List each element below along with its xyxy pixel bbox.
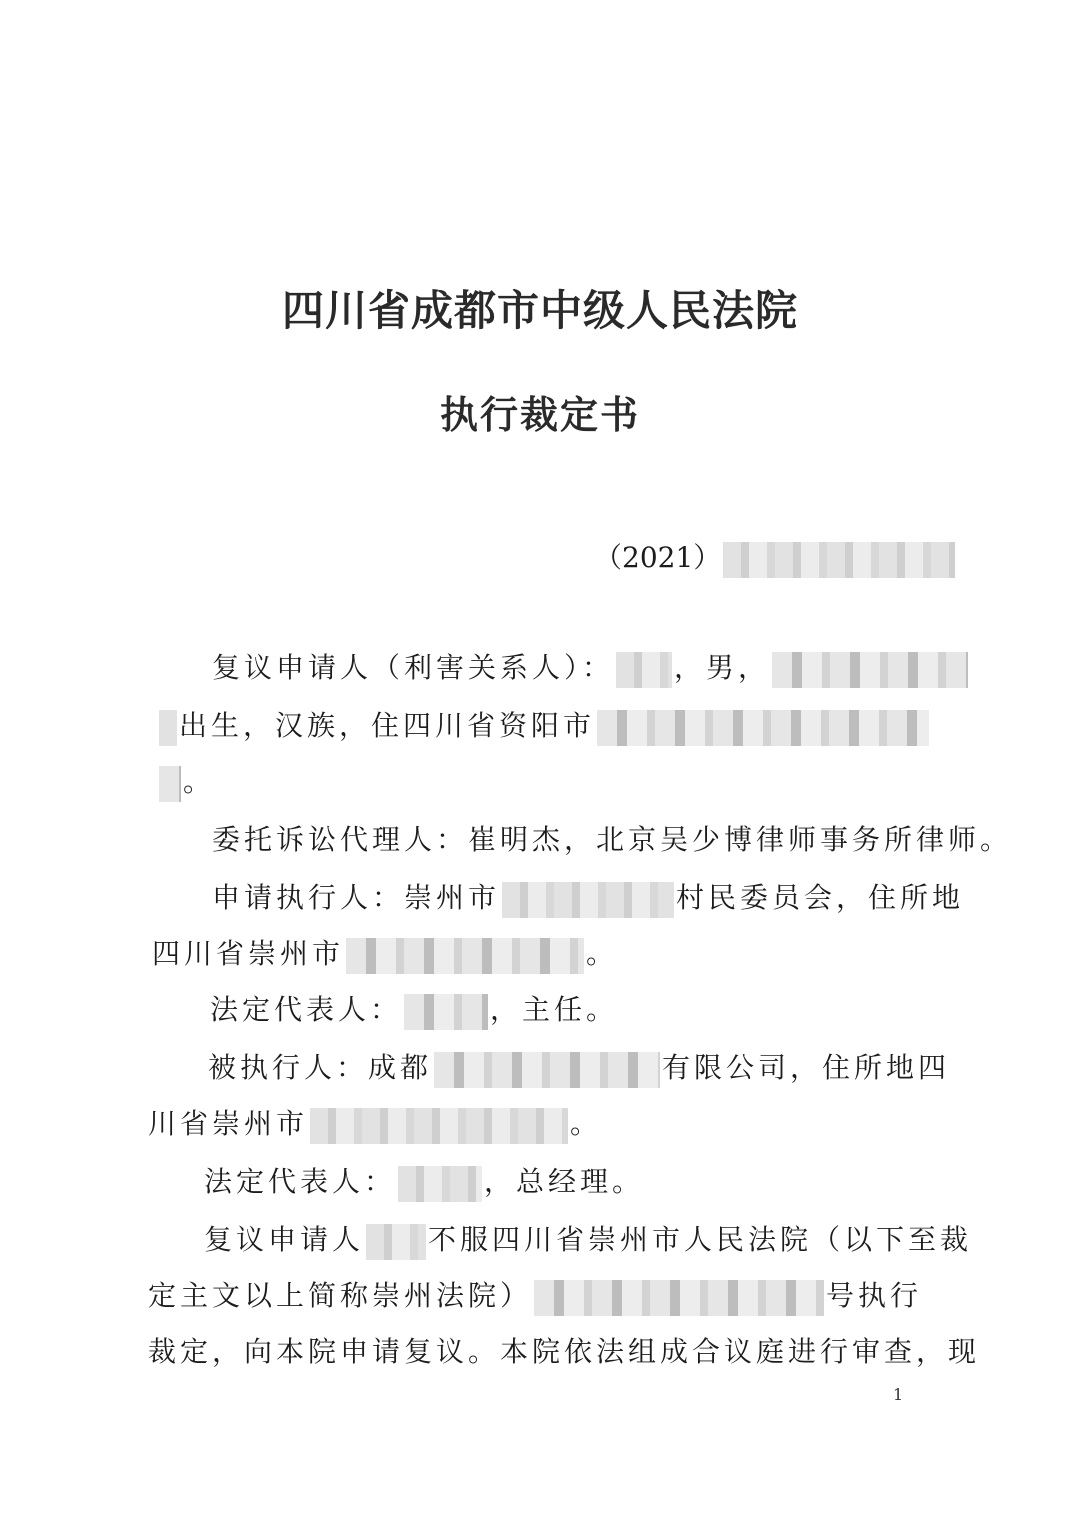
paragraph-line	[148, 1104, 602, 1144]
text: 出生，汉族，住四川省资阳市	[179, 709, 596, 742]
redaction	[772, 652, 968, 688]
redaction	[346, 938, 584, 974]
text: 被执行人：成都	[208, 1051, 433, 1084]
paragraph-line	[210, 990, 618, 1030]
text: 法定代表人：	[204, 1165, 397, 1198]
paragraph-line: 裁定，向本院申请复议。本院依法组成合议庭进行审查，现	[148, 1335, 981, 1368]
redaction	[534, 1280, 824, 1316]
text: 村民委员会，住所地	[676, 881, 965, 914]
case-number-year: （2021）	[594, 541, 722, 574]
text: 。	[570, 1107, 603, 1140]
text: 。	[586, 937, 619, 970]
text: 定主文以上简称崇州法院）	[148, 1279, 533, 1312]
text: 四川省崇州市	[152, 937, 345, 970]
text: 号执行	[826, 1279, 923, 1312]
text: 申请执行人：崇州市	[212, 881, 501, 914]
text: 复议申请人	[204, 1223, 365, 1256]
paragraph-line	[157, 706, 931, 746]
redaction	[723, 542, 955, 578]
paragraph-line	[204, 1220, 972, 1260]
redaction	[502, 882, 674, 918]
text: 川省崇州市	[148, 1107, 309, 1140]
redaction	[434, 1052, 660, 1088]
text: ，男，	[674, 651, 771, 684]
text: 不服四川省崇州市人民法院（以下至裁	[428, 1223, 973, 1256]
redaction	[366, 1224, 426, 1260]
redaction	[616, 652, 672, 688]
text: 有限公司，住所地四	[662, 1051, 951, 1084]
text: ，总经理。	[484, 1165, 645, 1198]
paragraph-line	[148, 1276, 922, 1316]
case-number	[594, 538, 957, 578]
paragraph-line	[152, 934, 618, 974]
paragraph-line	[212, 878, 964, 918]
paragraph-line	[204, 1162, 644, 1202]
paragraph-line	[157, 762, 215, 802]
redaction	[404, 994, 488, 1030]
redaction	[159, 710, 177, 746]
paragraph-line	[208, 1048, 950, 1088]
paragraph-line	[212, 648, 970, 688]
court-name: 四川省成都市中级人民法院	[281, 286, 798, 335]
redaction	[597, 710, 929, 746]
page-number: 1	[893, 1385, 904, 1404]
text: ，主任。	[490, 993, 619, 1026]
text: 法定代表人：	[210, 993, 403, 1026]
redaction	[310, 1108, 568, 1144]
text: 复议申请人（利害关系人）：	[212, 651, 615, 684]
paragraph-line: 委托诉讼代理人：崔明杰，北京吴少博律师事务所律师。	[212, 823, 1013, 856]
text: 。	[183, 765, 216, 798]
redaction	[398, 1166, 482, 1202]
redaction	[159, 766, 181, 802]
document-type: 执行裁定书	[439, 392, 640, 437]
